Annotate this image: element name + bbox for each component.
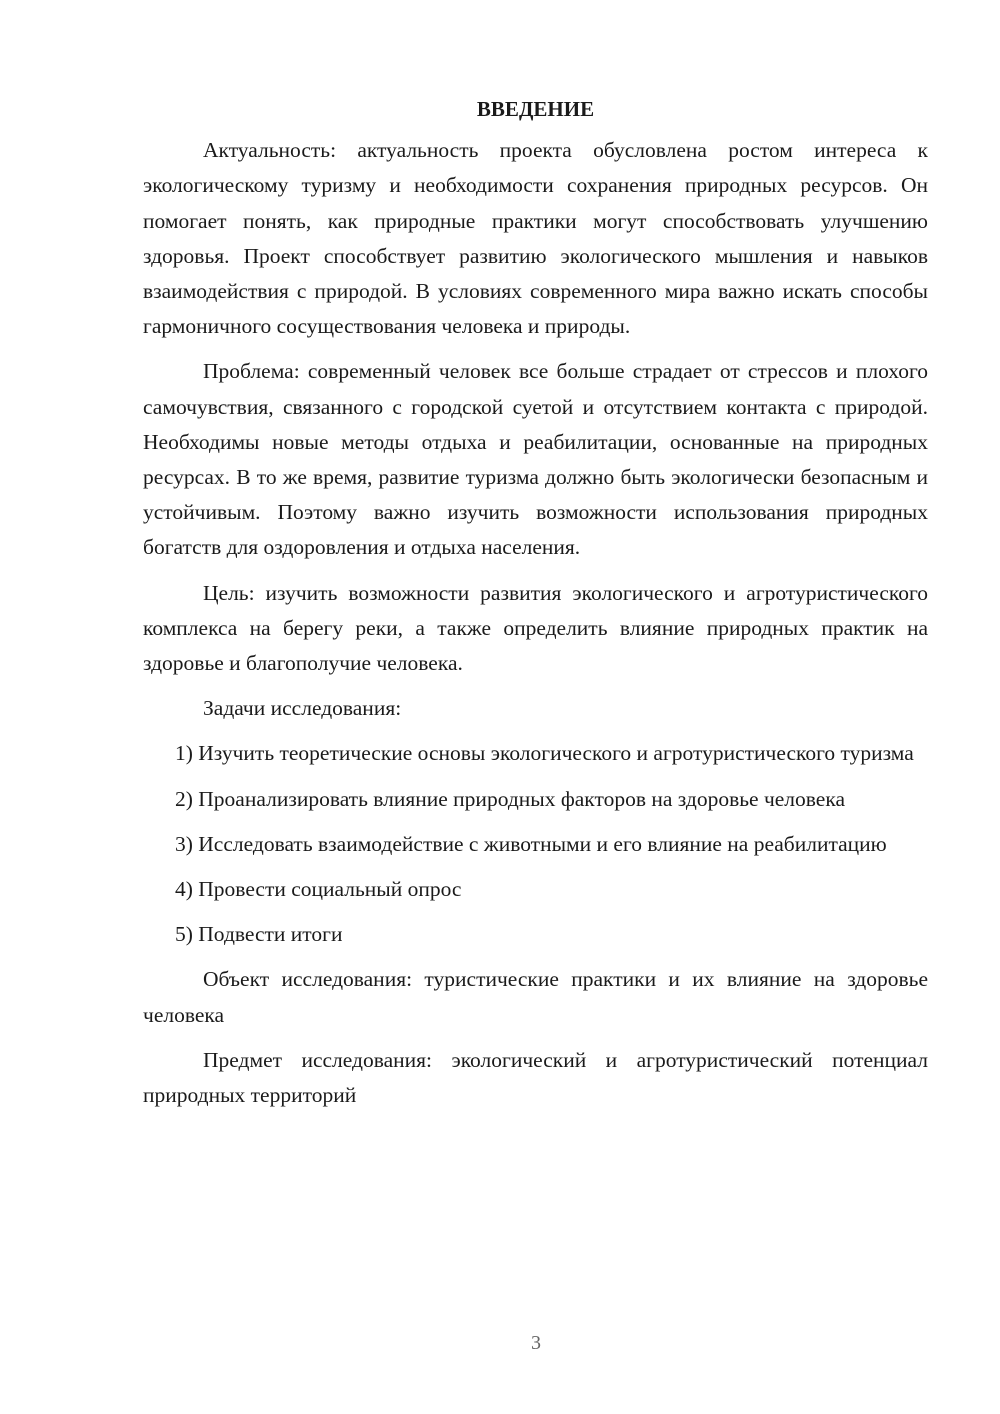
task-item-2: 2) Проанализировать влияние природных факторов на здоровье человека: [175, 786, 846, 811]
page-number: 3: [531, 1332, 541, 1354]
problem-paragraph: Проблема: современный человек все больше страдает от стрессов и плохого самочувствия, связанного с городской суетой и отсутствием контакта с природой. Необходимы новые методы отдыха и реабилитации, основанные на природных ресурсах. В то же время, развитие туризма должно быть экологически безопасным и устойчивым. Поэтому важно изучить возможности использования природных богатств для оздоровления и отдыха населения.: [143, 359, 928, 560]
object-paragraph: Объект исследования: туристические практики и их влияние на здоровье человека: [143, 967, 928, 1027]
page-title: ВВЕДЕНИЕ: [476, 97, 595, 121]
relevance-paragraph: Актуальность: актуальность проекта обусловлена ростом интереса к экологическому туризму и необходимости сохранения природных ресурсов. Он помогает понять, как природные практики могут способствовать улучшению здоровья. Проект способствует развитию экологического мышления и навыков взаимодействия с природой. В условиях современного мира важно искать способы гармоничного сосуществования человека и природы.: [143, 138, 928, 339]
document-page: [143, 92, 928, 1123]
goal-paragraph: Цель: изучить возможности развития экологического и агротуристического комплекса на берегу реки, а также определить влияние природных практик на здоровье и благополучие человека.: [143, 580, 928, 676]
subject-paragraph: Предмет исследования: экологический и агротуристический потенциал природных территорий: [143, 1047, 928, 1108]
task-item-3: 3) Исследовать взаимодействие с животными и его влияние на реабилитацию: [175, 831, 887, 856]
task-item-5: 5) Подвести итоги: [175, 922, 343, 947]
task-item-4: 4) Провести социальный опрос: [175, 877, 462, 902]
tasks-heading: Задачи исследования:: [203, 696, 402, 721]
task-item-1: 1) Изучить теоретические основы экологического и агротуристического туризма: [175, 741, 914, 766]
